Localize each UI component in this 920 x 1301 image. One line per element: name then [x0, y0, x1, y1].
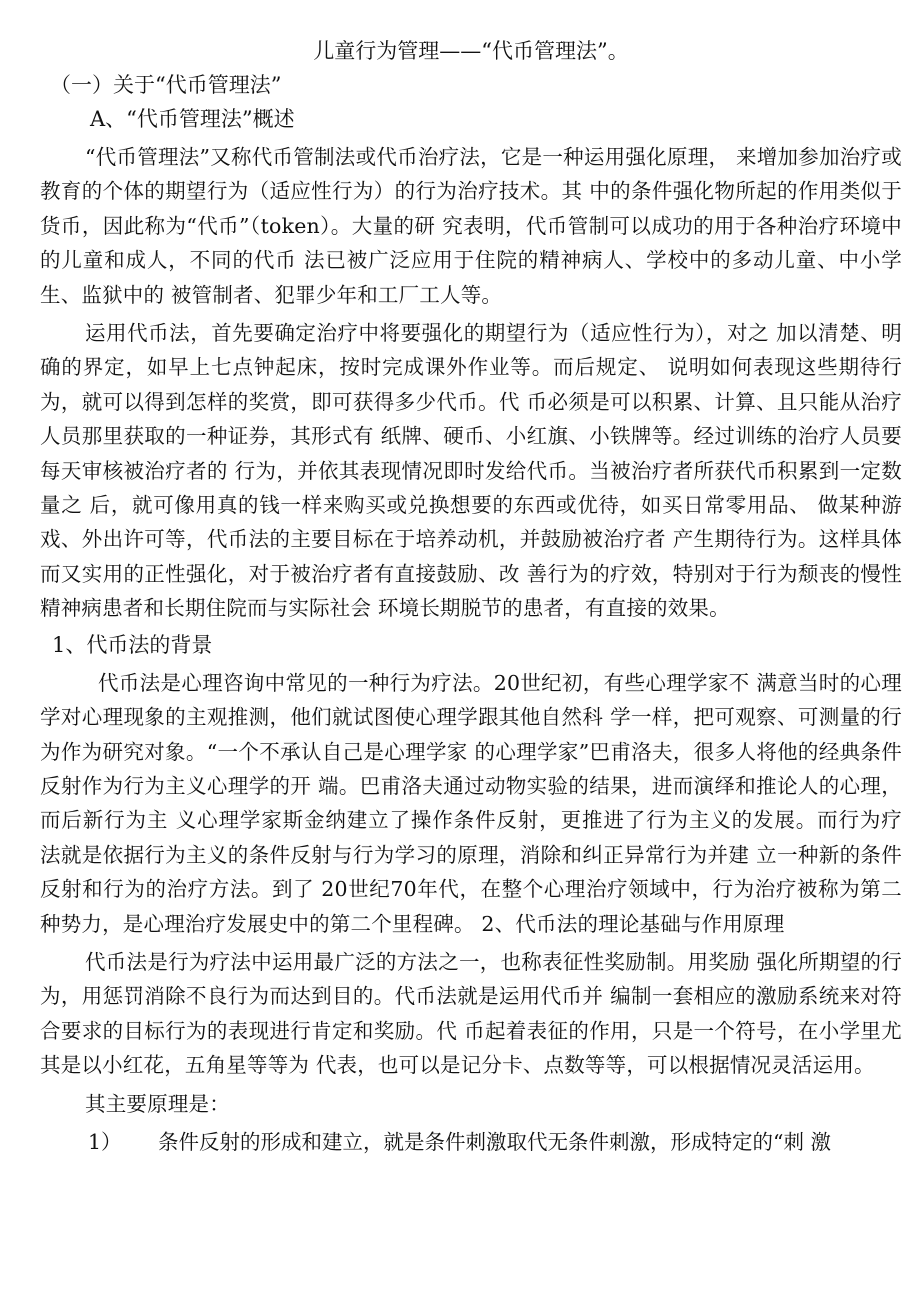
section-heading-a: A、“代币管理法”概述: [90, 107, 295, 131]
section-heading-1: （一）关于“代币管理法”: [50, 73, 282, 97]
paragraph-theory: 代币法是行为疗法中运用最广泛的方法之一，也称表征性奖励制。用奖励 强化所期望的行为，用惩罚消除不良行为而达到目的。代币法就是运用代币并 编制一套相应的激励系统来对符合要求的目标行为的表现进行肯定和奖励。代 币起着表征的作用，只是一个符号，在小学里尤其是以小红花，五角星等等为 代表，也可以是记分卡、点数等等，可以根据情况灵活运用。: [40, 949, 902, 1078]
section-heading-background: 1、代币法的背景: [52, 632, 213, 657]
list-item-text: 条件反射的形成和建立，就是条件刺激取代无条件刺激，形成特定的“刺 激: [158, 1129, 831, 1154]
document-title: 儿童行为管理——“代币管理法”。: [313, 39, 629, 63]
paragraph-usage: 运用代币法，首先要确定治疗中将要强化的期望行为（适应性行为），对之 加以清楚、明确的界定，如早上七点钟起床，按时完成课外作业等。而后规定、 说明如何表现这些期待行为，就可以得到怎样的奖赏，即可获得多少代币。代 币必须是可以积累、计算、且只能从治疗人员那里获取的一种证券，其形式有 纸牌、硬币、小红旗、小铁牌等。经过训练的治疗人员要每天审核被治疗者的 行为，并依其表现情况即时发给代币。当被治疗者所获代币积累到一定数量之 后，就可像用真的钱一样来购买或兑换想要的东西或优待，如买日常零用品、 做某种游戏、外出许可等，代币法的主要目标在于培养动机，并鼓励被治疗者 产生期待行为。这样具体而又实用的正性强化，对于被治疗者有直接鼓励、改 善行为的疗效，特别对于行为颓丧的慢性精神病患者和长期住院而与实际社会 环境长期脱节的患者，有直接的效果。: [40, 321, 902, 621]
paragraph-overview: “代币管理法”又称代币管制法或代币治疗法，它是一种运用强化原理， 来增加参加治疗或教育的个体的期望行为（适应性行为）的行为治疗技术。其 中的条件强化物所起的作用类似于货币，因此称为“代币”（token）。大量的研 究表明，代币管制可以成功的用于各种治疗环境中的儿童和成人，不同的代币 法已被广泛应用于住院的精神病人、学校中的多动儿童、中小学生、监狱中的 被管制者、犯罪少年和工厂工人等。: [40, 145, 902, 307]
paragraph-principle-intro: 其主要原理是：: [85, 1091, 230, 1116]
paragraph-background: 代币法是心理咨询中常见的一种行为疗法。20世纪初，有些心理学家不 满意当时的心理学对心理现象的主观推测，他们就试图使心理学跟其他自然科 学一样，把可观察、可测量的行为作为研究对象。“一个不承认自己是心理学家 的心理学家”巴甫洛夫，很多人将他的经典条件反射作为行为主义心理学的开 端。巴甫洛夫通过动物实验的结果，进而演绎和推论人的心理，而后新行为主 义心理学家斯金纳建立了操作条件反射，更推进了行为主义的发展。而行为疗 法就是依据行为主义的条件反射与行为学习的原理，消除和纠正异常行为并建 立一种新的条件反射和行为的治疗方法。到了 20世纪70年代，在整个心理治疗领域中，行为治疗被称为第二种势力，是心理治疗发展史中的第二个里程碑。 2、代币法的理论基础与作用原理: [40, 670, 902, 936]
list-item-number: 1）: [88, 1129, 122, 1154]
list-item-1: [40, 1125, 902, 1159]
